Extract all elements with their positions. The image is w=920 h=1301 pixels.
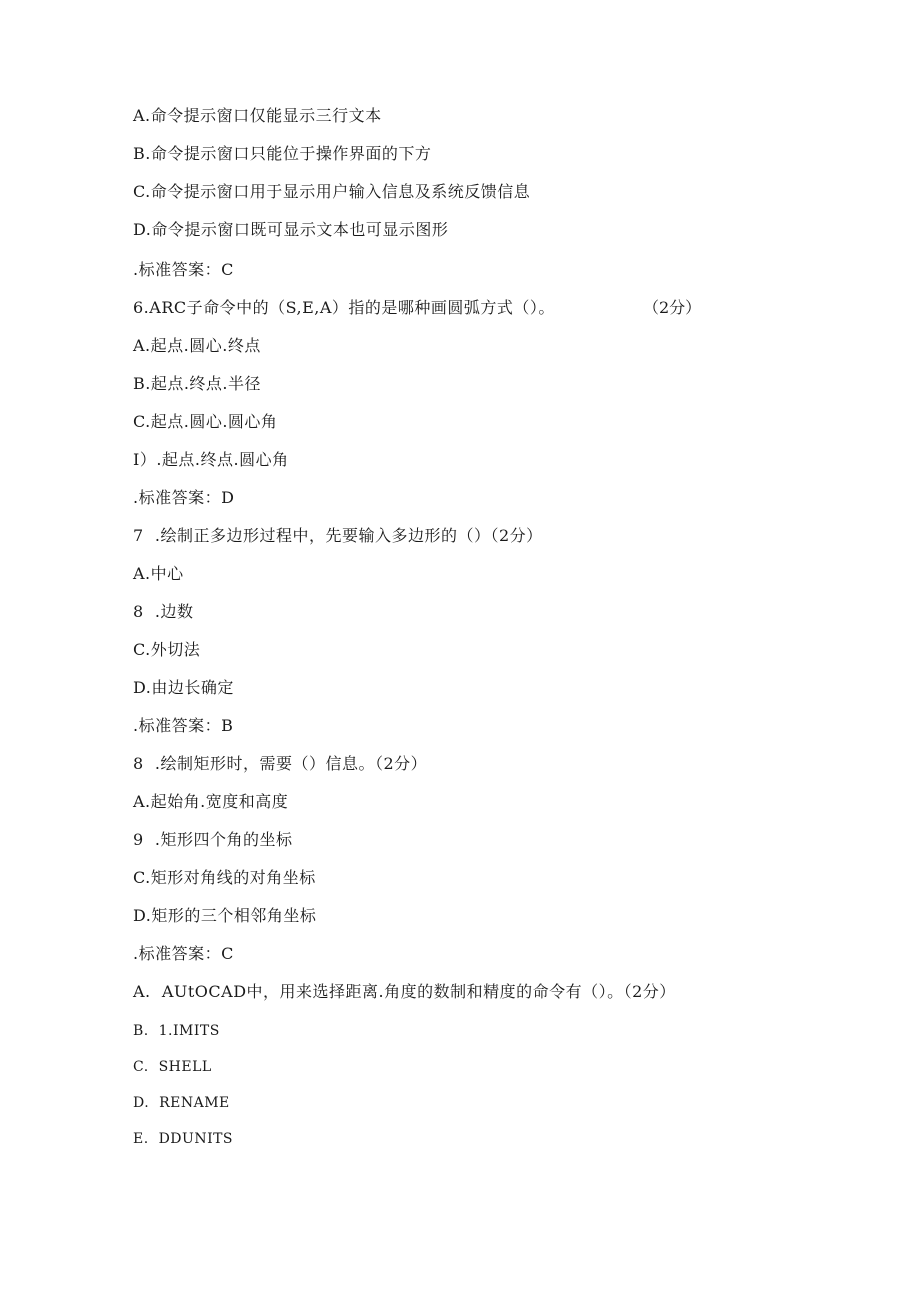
option-b-line: 8 .边数 bbox=[133, 602, 194, 621]
question-9: A. AUtOCAD中，用来选择距离.角度的数制和精度的命令有（）。（2分） bbox=[133, 982, 676, 1001]
option-c-line: C.起点.圆心.圆心角 bbox=[133, 412, 278, 431]
option-c-line: C. SHELL bbox=[133, 1059, 212, 1075]
option-d-line: D. RENAME bbox=[133, 1095, 230, 1111]
option-a-line: A.起始角.宽度和高度 bbox=[133, 792, 289, 811]
question-8: 8 .绘制矩形时，需要（）信息。（2分） bbox=[133, 754, 428, 773]
question-6-score: （2分） bbox=[643, 298, 702, 317]
option-d-line: D.由边长确定 bbox=[133, 678, 234, 697]
option-b-line: 9 .矩形四个角的坐标 bbox=[133, 830, 293, 849]
answer-line: .标准答案：C bbox=[133, 944, 234, 963]
option-d-line: I）.起点.终点.圆心角 bbox=[133, 450, 289, 469]
question-7: 7 .绘制正多边形过程中，先要输入多边形的（）（2分） bbox=[133, 526, 543, 545]
option-e-line: E. DDUNITS bbox=[133, 1131, 234, 1147]
answer-line: .标准答案：B bbox=[133, 716, 234, 735]
option-c-line: C.外切法 bbox=[133, 640, 201, 659]
option-b-line: B. 1.IMITS bbox=[133, 1023, 220, 1039]
option-c-line: C.命令提示窗口用于显示用户输入信息及系统反馈信息 bbox=[133, 182, 531, 201]
option-d-line: D.命令提示窗口既可显示文本也可显示图形 bbox=[133, 220, 449, 239]
option-d-line: D.矩形的三个相邻角坐标 bbox=[133, 906, 317, 925]
option-a-line: A.起点.圆心.终点 bbox=[133, 336, 261, 355]
question-6: 6.ARC子命令中的（S,E,A）指的是哪种画圆弧方式（）。 bbox=[133, 298, 555, 317]
answer-line: .标准答案：D bbox=[133, 488, 235, 507]
option-b-line: B.命令提示窗口只能位于操作界面的下方 bbox=[133, 144, 432, 163]
option-a-line: A.命令提示窗口仅能显示三行文本 bbox=[133, 106, 382, 125]
option-b-line: B.起点.终点.半径 bbox=[133, 374, 262, 393]
answer-line: .标准答案：C bbox=[133, 260, 234, 279]
option-a-line: A.中心 bbox=[133, 564, 184, 583]
option-c-line: C.矩形对角线的对角坐标 bbox=[133, 868, 316, 887]
